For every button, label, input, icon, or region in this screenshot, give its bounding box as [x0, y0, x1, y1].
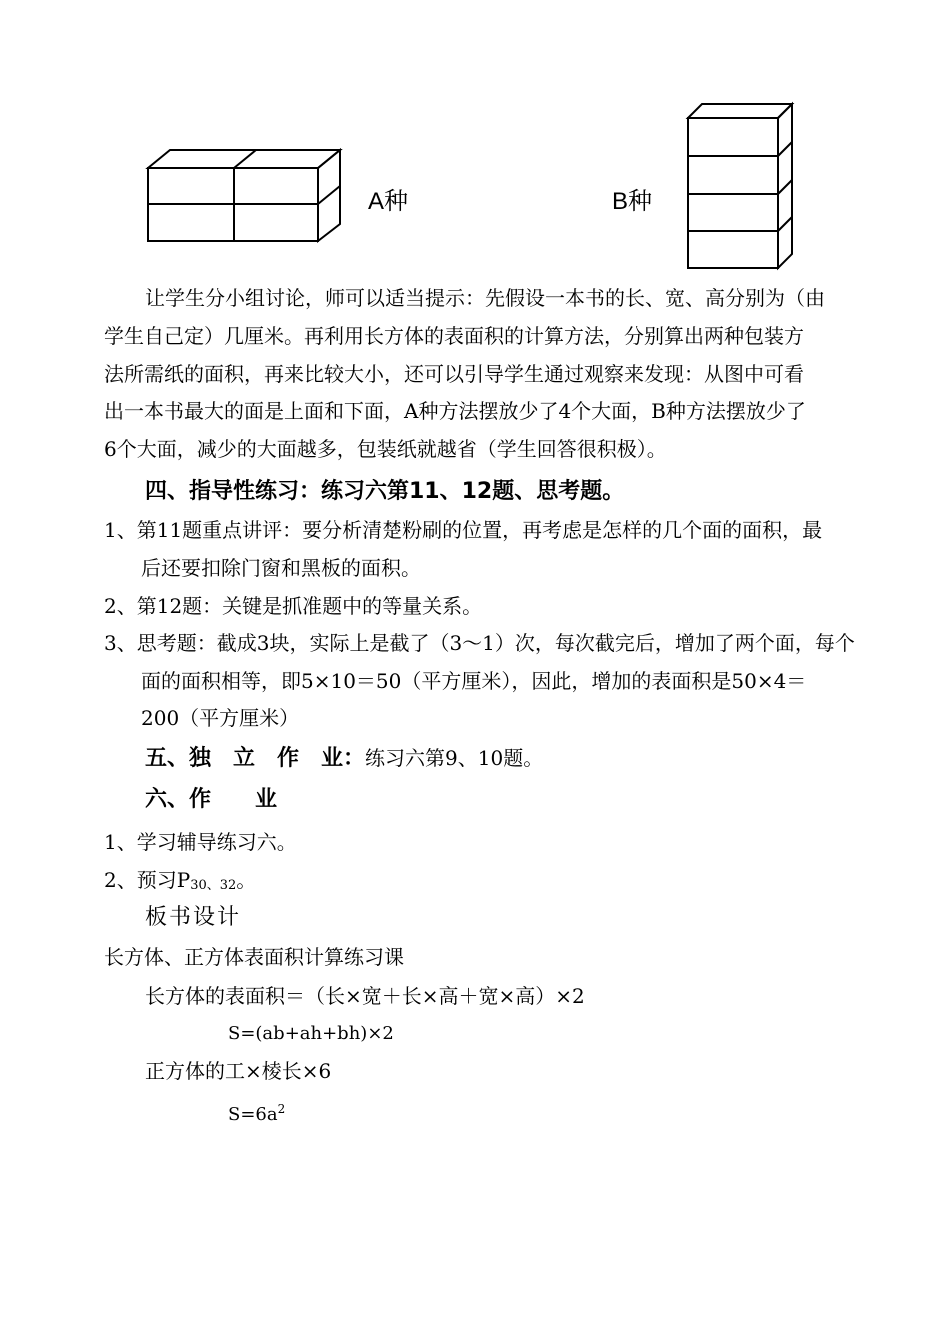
- section4-item1: 1、第11题重点讲评：要分析清楚粉刷的位置，再考虑是怎样的几个面的面积，最: [104, 518, 823, 542]
- section5-text: 练习六第9、10题。: [365, 746, 544, 770]
- section6-item2-pages: 30、32: [190, 878, 237, 893]
- paragraph-line: 法所需纸的面积，再来比较大小，还可以引导学生通过观察来发现：从图中可看: [104, 362, 804, 386]
- figure-b-label: B种: [612, 188, 653, 215]
- board-formula-cube-exp: 2: [277, 1102, 286, 1116]
- board-lesson: 长方体、正方体表面积计算练习课: [104, 945, 404, 969]
- section5-heading: 五、独 立 作 业：: [145, 746, 366, 771]
- section6-item1: 1、学习辅导练习六。: [104, 830, 297, 854]
- board-title: 板书设计: [145, 905, 242, 930]
- section5-heading-row: [145, 740, 543, 777]
- section4-item2: 2、第12题：关键是抓准题中的等量关系。: [104, 594, 483, 618]
- board-formula-cube: 正方体的工×棱长×6: [145, 1059, 332, 1083]
- section4-item1-cont: 后还要扣除门窗和黑板的面积。: [141, 556, 421, 580]
- board-formula-cube-base: S=6a: [228, 1104, 278, 1125]
- paragraph-line: 6个大面，减少的大面越多，包装纸就越省（学生回答很积极）。: [104, 437, 667, 461]
- section6-item2: [104, 862, 256, 904]
- section6-item2-prefix: 2、预习P: [104, 868, 191, 892]
- board-formula-cube-symbolic: [228, 1091, 285, 1133]
- section4-heading: 四、指导性练习：练习六第11、12题、思考题。: [145, 479, 625, 504]
- paragraph-line: 让学生分小组讨论，师可以适当提示：先假设一本书的长、宽、高分别为（由: [145, 286, 825, 310]
- section6-item2-suffix: 。: [236, 868, 257, 892]
- paragraph-line: 学生自己定）几厘米。再利用长方体的表面积的计算方法，分别算出两种包装方: [104, 324, 804, 348]
- section4-item3-cont: 200（平方厘米）: [141, 706, 300, 730]
- section4-item3: 3、思考题：截成3块，实际上是截了（3～1）次，每次截完后，增加了两个面，每个: [104, 631, 855, 655]
- figure-a-label: A种: [368, 188, 409, 215]
- board-formula-cuboid: 长方体的表面积＝（长×宽＋长×高＋宽×高）×2: [145, 984, 585, 1008]
- book-stack-a-figure: [140, 140, 350, 250]
- book-stack-b-figure: [680, 98, 800, 276]
- section4-item3-cont: 面的面积相等，即5×10＝50（平方厘米），因此，增加的表面积是50×4＝: [141, 669, 807, 693]
- board-formula-cuboid-symbolic: S=(ab+ah+bh)×2: [228, 1023, 394, 1044]
- paragraph-line: 出一本书最大的面是上面和下面，A种方法摆放少了4个大面，B种方法摆放少了: [104, 399, 806, 423]
- section6-heading: 六、作 业: [145, 787, 278, 812]
